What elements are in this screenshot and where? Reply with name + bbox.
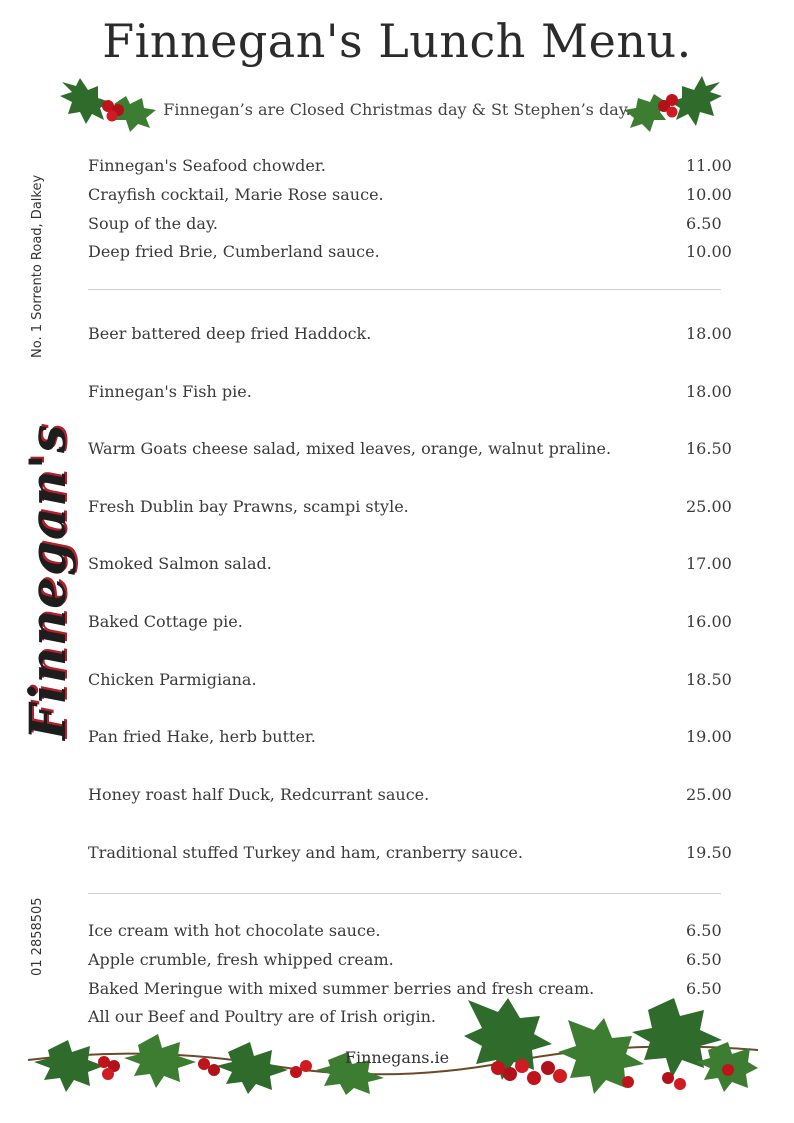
holly-garland-icon — [28, 990, 758, 1095]
item-name: Crayfish cocktail, Marie Rose sauce. — [88, 185, 384, 204]
item-name: Warm Goats cheese salad, mixed leaves, orange, walnut praline. — [88, 439, 612, 458]
item-price: 19.00 — [686, 727, 732, 746]
item-price: 10.00 — [686, 185, 732, 204]
item-name: Honey roast half Duck, Redcurrant sauce. — [88, 785, 430, 804]
item-name: Pan fried Hake, herb butter. — [88, 727, 316, 746]
item-price: 25.00 — [686, 497, 732, 516]
item-price: 18.50 — [686, 670, 732, 689]
item-price: 11.00 — [686, 156, 732, 175]
item-name: Baked Cottage pie. — [88, 612, 243, 631]
item-name: Beer battered deep fried Haddock. — [88, 324, 372, 343]
item-name: Fresh Dublin bay Prawns, scampi style. — [88, 497, 409, 516]
website-link[interactable]: Finnegans.ie — [344, 1048, 450, 1067]
item-name: Baked Meringue with mixed summer berries and fresh cream. — [88, 979, 595, 998]
item-price: 6.50 — [686, 979, 722, 998]
section-divider — [88, 893, 721, 894]
address-vertical — [30, 158, 50, 358]
item-price: 18.00 — [686, 324, 732, 343]
closure-notice: Finnegan’s are Closed Christmas day & St Stephen’s day. — [163, 100, 631, 119]
item-name: Apple crumble, fresh whipped cream. — [88, 950, 394, 969]
menu-title: Finnegan's Lunch Menu. — [102, 14, 692, 68]
item-price: 17.00 — [686, 554, 732, 573]
item-price: 6.50 — [686, 950, 722, 969]
item-name: Deep fried Brie, Cumberland sauce. — [88, 242, 380, 261]
item-price: 10.00 — [686, 242, 732, 261]
origin-note: All our Beef and Poultry are of Irish origin. — [88, 1007, 437, 1026]
phone-vertical — [30, 898, 50, 978]
item-name: Traditional stuffed Turkey and ham, cranberry sauce. — [88, 843, 523, 862]
item-name: Ice cream with hot chocolate sauce. — [88, 921, 381, 940]
item-price: 25.00 — [686, 785, 732, 804]
item-price: 19.50 — [686, 843, 732, 862]
item-price: 16.00 — [686, 612, 732, 631]
item-price: 6.50 — [686, 214, 722, 233]
item-price: 18.00 — [686, 382, 732, 401]
logo-text: Finnegan's — [18, 423, 77, 740]
item-name: Soup of the day. — [88, 214, 218, 233]
phone-text: 01 2858505 — [30, 897, 45, 976]
address-text: No. 1 Sorrento Road, Dalkey — [30, 174, 45, 358]
item-name: Finnegan's Seafood chowder. — [88, 156, 326, 175]
item-price: 16.50 — [686, 439, 732, 458]
section-divider — [88, 289, 721, 290]
logo — [10, 423, 77, 740]
item-name: Finnegan's Fish pie. — [88, 382, 252, 401]
item-name: Smoked Salmon salad. — [88, 554, 272, 573]
item-name: Chicken Parmigiana. — [88, 670, 257, 689]
item-price: 6.50 — [686, 921, 722, 940]
